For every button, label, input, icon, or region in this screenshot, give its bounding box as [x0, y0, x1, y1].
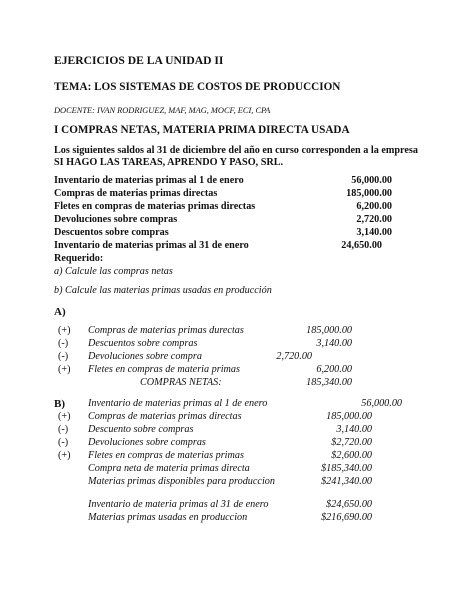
- balance-label: Inventario de materias primas al 1 de enero: [54, 175, 244, 186]
- intro-line-2: SI HAGO LAS TAREAS, APRENDO Y PASO, SRL.: [54, 157, 284, 168]
- row-label: Compras de materias primas directas: [88, 411, 242, 422]
- row-sign: (+): [58, 325, 71, 336]
- row-label: Fletes en compras de materia primas: [88, 364, 240, 375]
- row-label: Devoluciones sobre compra: [88, 351, 202, 362]
- balance-label: Devoluciones sobre compras: [54, 214, 178, 225]
- row-value: $241,340.00: [321, 476, 372, 487]
- balance-value: 2,720.00: [356, 214, 392, 225]
- row-sign: (-): [58, 351, 69, 362]
- section-a-label: A): [54, 306, 66, 318]
- final-row-label: Materias primas usadas en produccion: [88, 512, 248, 523]
- row-label: Compra neta de materia primas directa: [88, 463, 250, 474]
- row-value: 3,140.00: [316, 338, 352, 349]
- balance-value: 24,650.00: [341, 240, 382, 251]
- balance-value: 3,140.00: [356, 227, 392, 238]
- row-label: Materias primas disponibles para produccion: [88, 476, 275, 487]
- row-label: Devoluciones sobre compras: [88, 437, 206, 448]
- balance-value: 56,000.00: [351, 175, 392, 186]
- row-value: 56,000.00: [361, 398, 402, 409]
- topic-heading: TEMA: LOS SISTEMAS DE COSTOS DE PRODUCCION: [54, 81, 341, 93]
- row-sign: (+): [58, 411, 71, 422]
- final-row-value: $24,650.00: [326, 499, 372, 510]
- balance-label: Descuentos sobre compras: [54, 227, 169, 238]
- section-heading: I COMPRAS NETAS, MATERIA PRIMA DIRECTA USADA: [54, 124, 350, 136]
- teacher-line: DOCENTE: IVAN RODRIGUEZ, MAF, MAG, MOCF, ECI, CPA: [54, 106, 271, 115]
- row-value: $185,340.00: [321, 463, 372, 474]
- row-label: Fletes en compras de materias primas: [88, 450, 244, 461]
- question-b: b) Calcule las materias primas usadas en producción: [54, 285, 272, 296]
- final-row-label: Inventario de materia primas al 31 de enero: [88, 499, 269, 510]
- compras-netas-value: 185,340.00: [306, 377, 352, 388]
- document-title: EJERCICIOS DE LA UNIDAD II: [54, 54, 224, 67]
- row-sign: (+): [58, 364, 71, 375]
- balance-label: Inventario de materias primas al 31 de enero: [54, 240, 249, 251]
- balance-value: 185,000.00: [346, 188, 392, 199]
- compras-netas-label: COMPRAS NETAS:: [140, 377, 222, 388]
- row-sign: (-): [58, 338, 69, 349]
- row-value: 2,720.00: [276, 351, 312, 362]
- required-label: Requerido:: [54, 253, 104, 264]
- row-sign: (+): [58, 450, 71, 461]
- row-label: Inventario de materias primas al 1 de enero: [88, 398, 268, 409]
- row-value: 3,140.00: [336, 424, 372, 435]
- row-value: $2,600.00: [331, 450, 372, 461]
- row-label: Compras de materias primas durectas: [88, 325, 244, 336]
- section-b-label: B): [54, 398, 65, 410]
- row-value: $2,720.00: [331, 437, 372, 448]
- row-value: 6,200.00: [316, 364, 352, 375]
- row-value: 185,000.00: [306, 325, 352, 336]
- question-a: a) Calcule las compras netas: [54, 266, 173, 277]
- row-label: Descuentos sobre compras: [88, 338, 198, 349]
- row-sign: (-): [58, 424, 69, 435]
- row-value: 185,000.00: [326, 411, 372, 422]
- balance-label: Fletes en compras de materias primas directas: [54, 201, 256, 212]
- final-row-value: $216,690.00: [321, 512, 372, 523]
- balance-label: Compras de materias primas directas: [54, 188, 218, 199]
- intro-line-1: Los siguientes saldos al 31 de diciembre del año en curso corresponden a la empresa: [54, 145, 418, 156]
- row-label: Descuento sobre compras: [88, 424, 194, 435]
- row-sign: (-): [58, 437, 69, 448]
- balance-value: 6,200.00: [356, 201, 392, 212]
